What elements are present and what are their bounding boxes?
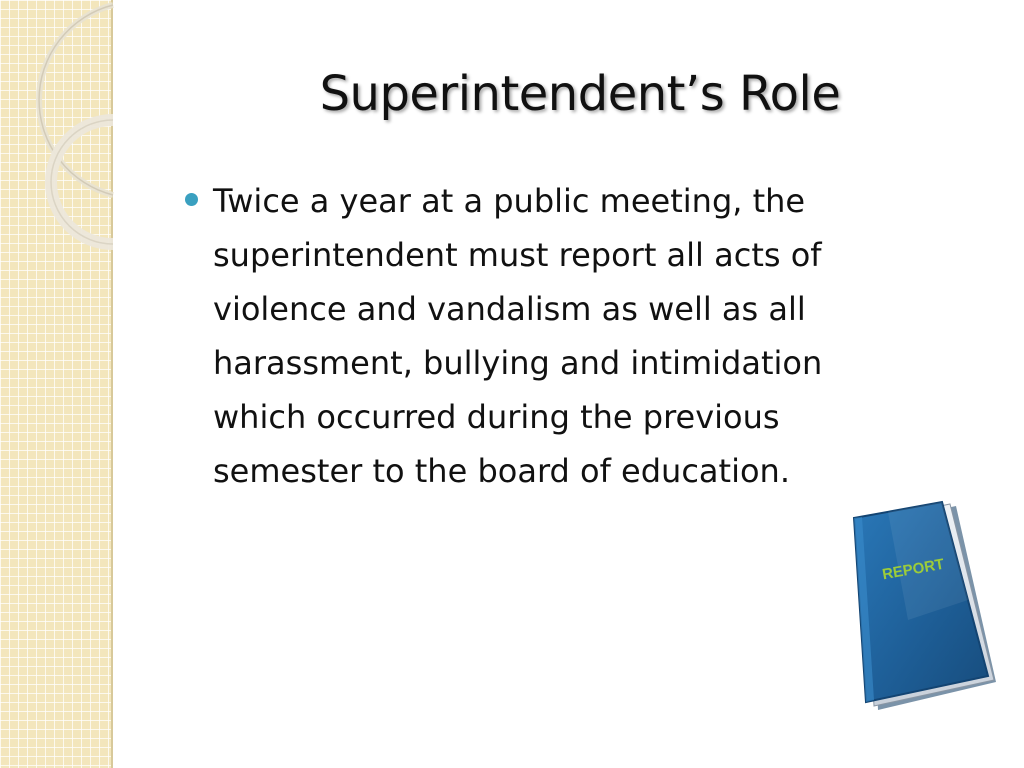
bullet-text-line: violence and vandalism as well as all xyxy=(213,290,806,328)
bullet-item xyxy=(185,174,945,498)
bullet-dot-icon xyxy=(185,193,198,206)
slide-title: Superintendent’s Role xyxy=(319,66,841,122)
bullet-text-line: which occurred during the previous xyxy=(213,398,780,436)
bullet-text-line: superintendent must report all acts of xyxy=(213,236,822,274)
report-book-icon xyxy=(848,500,1000,714)
bullet-list xyxy=(185,174,945,498)
bullet-text-line: semester to the board of education. xyxy=(213,452,790,490)
bullet-text-line: harassment, bullying and intimidation xyxy=(213,344,823,382)
bullet-text-line: Twice a year at a public meeting, the xyxy=(213,182,806,220)
report-label: REPORT xyxy=(880,555,946,584)
